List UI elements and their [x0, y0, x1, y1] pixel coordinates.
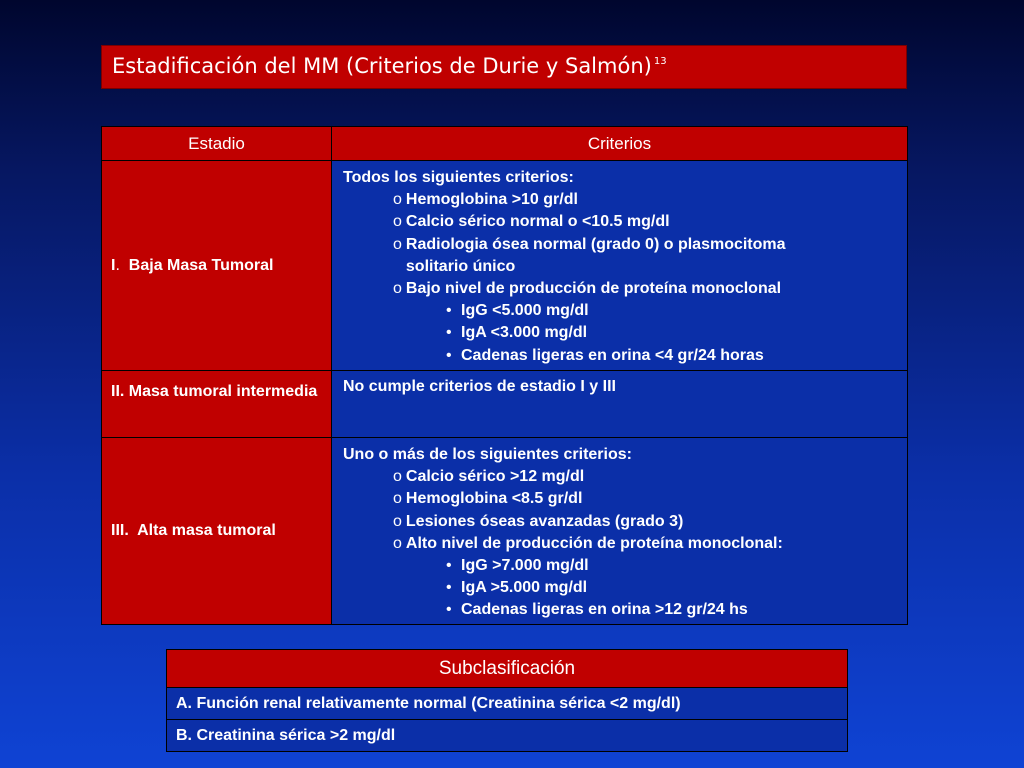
criterion-text: Bajo nivel de producción de proteína monoclonal [405, 280, 782, 298]
stage-1-name: Baja Masa Tumoral [128, 256, 274, 274]
sub-criterion-item [343, 300, 899, 322]
header-stage: Estadio [102, 127, 332, 161]
criterion-item [343, 488, 899, 510]
subclassification-header: Subclasificación [167, 650, 848, 688]
sub-criterion-item [343, 599, 899, 621]
criterion-item [343, 211, 899, 233]
subclassification-a: A. Función renal relativamente normal (Creatinina sérica <2 mg/dl) [167, 688, 848, 720]
stage-row-3 [102, 438, 908, 625]
criterion-text: Radiologia ósea normal (grado 0) o plasmocitoma solitario único [405, 235, 786, 275]
sub-criterion-item [343, 345, 899, 367]
sub-criterion-text: IgG >7.000 mg/dl [461, 557, 589, 575]
subclassification-b: B. Creatinina sérica >2 mg/dl [167, 720, 848, 752]
circle-bullet-icon: o [393, 490, 402, 508]
criterion-item [343, 189, 899, 211]
stage-3-intro: Uno o más de los siguientes criterios: [343, 446, 632, 463]
circle-bullet-icon: o [393, 512, 402, 530]
stage-2-criteria: No cumple criterios de estadio I y III [332, 371, 908, 438]
circle-bullet-icon: o [393, 213, 402, 231]
sub-criterion-item [343, 322, 899, 344]
slide-title [101, 45, 907, 89]
header-criteria: Criterios [332, 127, 908, 161]
dot-bullet-icon: • [446, 302, 452, 320]
criterion-text: Lesiones óseas avanzadas (grado 3) [405, 512, 684, 530]
stage-row-1 [102, 161, 908, 371]
subclassification-row-b [167, 720, 848, 752]
dot-bullet-icon: • [446, 324, 452, 342]
circle-bullet-icon: o [393, 235, 402, 253]
dot-bullet-icon: • [446, 601, 452, 619]
dot-bullet-icon: • [446, 557, 452, 575]
sub-criterion-item [343, 555, 899, 577]
stage-row-2 [102, 371, 908, 438]
criterion-item [343, 466, 899, 488]
dot-bullet-icon: • [446, 579, 452, 597]
criterion-item [343, 533, 899, 555]
circle-bullet-icon: o [393, 280, 402, 298]
dot-bullet-icon: • [446, 346, 452, 364]
stage-2-cell: II. Masa tumoral intermedia [102, 371, 332, 438]
staging-table [101, 126, 908, 625]
staging-header-row [102, 127, 908, 161]
sub-criterion-item [343, 577, 899, 599]
criterion-item [343, 278, 899, 300]
criterion-text: Hemoglobina <8.5 gr/dl [405, 490, 583, 508]
sub-criterion-text: Cadenas ligeras en orina <4 gr/24 horas [461, 346, 764, 364]
sub-criterion-text: IgA <3.000 mg/dl [461, 324, 588, 342]
circle-bullet-icon: o [393, 191, 402, 209]
stage-1-separator: . [115, 256, 120, 274]
sub-criterion-text: Cadenas ligeras en orina >12 gr/24 hs [461, 601, 748, 619]
criterion-text: Calcio sérico >12 mg/dl [405, 468, 585, 486]
stage-3-cell: III. Alta masa tumoral [102, 438, 332, 625]
stage-1-cell [102, 161, 332, 371]
circle-bullet-icon: o [393, 534, 402, 552]
subclassification-table [166, 649, 848, 752]
sub-criterion-text: IgA >5.000 mg/dl [461, 579, 588, 597]
sub-criterion-text: IgG <5.000 mg/dl [461, 302, 589, 320]
criterion-item [343, 234, 899, 278]
slide-title-text: Estadificación del MM (Criterios de Durie y Salmón) [112, 54, 652, 78]
stage-3-criteria [332, 438, 908, 625]
criterion-text: Hemoglobina >10 gr/dl [405, 191, 578, 209]
criterion-item [343, 511, 899, 533]
criterion-text: Alto nivel de producción de proteína monoclonal: [405, 534, 783, 552]
stage-1-criteria [332, 161, 908, 371]
stage-1-intro: Todos los siguientes criterios: [343, 169, 574, 186]
criterion-text: Calcio sérico normal o <10.5 mg/dl [405, 213, 670, 231]
subclassification-header-row [167, 650, 848, 688]
subclassification-row-a [167, 688, 848, 720]
circle-bullet-icon: o [393, 468, 402, 486]
slide-title-reference: 13 [653, 56, 667, 67]
stage-1-number: I [111, 256, 116, 274]
